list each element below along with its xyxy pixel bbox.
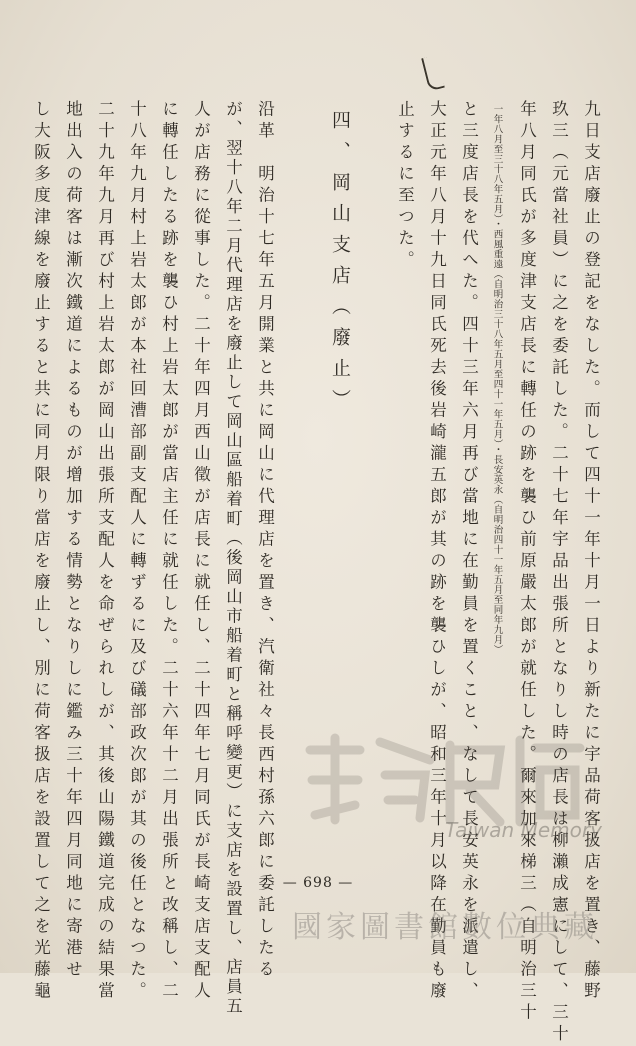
text-column-10: 人が店務に從事した。二十年四月西山徵が店長に就任し、二十四年七月同氏が長崎支店支配人 [191, 100, 211, 1003]
text-column-3: 年八月同氏が多度津支店長に轉任の跡を襲ひ前原嚴太郎が就任した。爾來加來梯三（自明治三十 [517, 100, 537, 1025]
text-column-7: 止するに至つた。 [395, 100, 415, 272]
text-column-14: 地出入の荷客は漸次鐵道によるものが增加する情勢となりしに鑑み三十年四月同地に寄港せ [63, 100, 83, 982]
text-column-11: に轉任したる跡を襲ひ村上岩太郎が當店主任に就任した。二十六年十二月出張所と改稱し、二 [159, 100, 179, 1003]
text-column-12: 十八年九月村上岩太郎が本社回漕部副支配人に轉ずるに及び礒部政次郎が其の後任となつた。 [127, 100, 147, 1003]
text-column-15: し大阪多度津線を廢止すると共に同月限り當店を廢止し、別に荷客扱店を設置して之を光藤龜 [31, 100, 51, 1003]
text-column-8: 沿革 明治十七年五月開業と共に岡山に代理店を置き、汽衛社々長西村孫六郎に委託したる [255, 100, 275, 982]
watermark-latin: Taiwan Memory [445, 818, 602, 842]
section-heading: 四、岡山支店（廢止） [329, 110, 351, 420]
page-number: — 698 — [282, 875, 354, 891]
text-column-9: が、翌十八年二月代理店を廢止して岡山區船着町（後岡山市船着町と稱呼變更）に支店を設置し、店員五 [223, 100, 243, 1017]
text-column-4: 一年八月至三十八年五月）・西風重遠（自明治三十八年五月至四十一年五月）・長安英永（自明治四十一年五月至同年九月） [491, 104, 503, 655]
text-column-13: 二十九年九月再び村上岩太郎が岡山出張所支配人を命ぜられしが、其後山陽鐵道完成の結果當 [95, 100, 115, 1003]
text-column-5: と三度店長を代へた。四十三年六月再び當地に在勤員を置くこと、なして長安英永を派遣し、 [459, 100, 479, 1003]
text-column-2: 玖三（元當社員）に之を委託した。二十七年宇品出張所となりし時の店長は柳瀨成憲にして、三十 [549, 100, 569, 1046]
text-column-1: 九日支店廢止の登記をなした。而して四十一年十月一日より新たに宇品荷客扱店を置き、藤野 [581, 100, 601, 1003]
watermark-name: 國家圖書館數位典藏 [292, 910, 598, 945]
watermark-calligraphy-icon [300, 730, 590, 830]
text-column-6: 大正元年八月十九日同氏死去後岩崎瀧五郎が其の跡を襲ひしが、昭和三年十月以降在勤員も廢 [427, 100, 447, 1003]
handwritten-mark [421, 55, 445, 92]
